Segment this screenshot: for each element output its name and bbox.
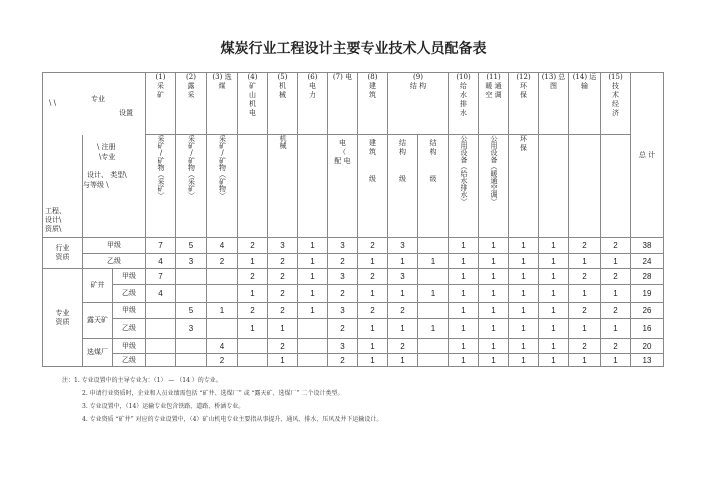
- column-subheader-10: [418, 135, 449, 238]
- value-cell: 1: [479, 303, 509, 319]
- value-cell: 1: [601, 285, 631, 303]
- value-cell: 1: [238, 254, 268, 269]
- value-cell: 1: [449, 339, 479, 354]
- column-header-8: (8) 建 筑: [358, 73, 388, 135]
- column-header-15: (15) 技 术 经 济: [601, 73, 631, 135]
- value-cell: 2: [268, 254, 298, 269]
- value-cell: 1: [509, 319, 539, 339]
- value-cell: 1: [569, 354, 601, 367]
- value-cell: 1: [479, 254, 509, 269]
- total-header: 总 计: [631, 73, 664, 238]
- value-cell: 4: [207, 339, 238, 354]
- value-cell: 1: [268, 354, 298, 367]
- staffing-table: [42, 72, 664, 367]
- table-row: [43, 319, 664, 339]
- value-cell: 1: [388, 254, 418, 269]
- value-cell: [418, 238, 449, 254]
- value-cell: [207, 269, 238, 285]
- column-header-12: (12) 环 保: [509, 73, 539, 135]
- value-cell: 1: [358, 339, 388, 354]
- value-cell: 1: [601, 254, 631, 269]
- column-subheader-text: 公用设备（给水排水）: [460, 135, 468, 205]
- value-cell: 2: [569, 339, 601, 354]
- value-cell: 2: [268, 269, 298, 285]
- value-cell: 1: [509, 238, 539, 254]
- column-subheader-7: [328, 135, 358, 238]
- page-title: 煤炭行业工程设计主要专业技术人员配备表: [220, 41, 487, 57]
- note-3: 3. 专业设置中，（14）运输专业包含铁路、道路、桥涵专业。: [82, 403, 245, 410]
- value-cell: 1: [509, 254, 539, 269]
- column-subheader-9: [388, 135, 418, 238]
- value-cell: 3: [268, 238, 298, 254]
- column-header-11: (11) 暖 通 空 调: [479, 73, 509, 135]
- value-cell: 3: [328, 238, 358, 254]
- value-cell: 2: [388, 303, 418, 319]
- value-cell: 1: [539, 339, 569, 354]
- value-cell: [146, 339, 176, 354]
- value-cell: 7: [146, 238, 176, 254]
- column-subheader-8: [358, 135, 388, 238]
- value-cell: 3: [176, 254, 207, 269]
- column-subheader-text: 结 构 级: [399, 139, 406, 183]
- value-cell: 2: [238, 303, 268, 319]
- subgroup-label: 选煤厂: [83, 339, 113, 367]
- value-cell: 2: [268, 339, 298, 354]
- total-cell: 16: [631, 319, 664, 339]
- value-cell: 1: [539, 354, 569, 367]
- value-cell: 2: [328, 319, 358, 339]
- value-cell: 4: [146, 285, 176, 303]
- grade-label: 甲级: [83, 238, 146, 254]
- value-cell: 2: [268, 303, 298, 319]
- corner-grade: 与等级 \: [83, 181, 109, 189]
- value-cell: 2: [207, 354, 238, 367]
- column-subheader-12: [479, 135, 509, 238]
- total-cell: 24: [631, 254, 664, 269]
- value-cell: 3: [388, 238, 418, 254]
- value-cell: 1: [207, 303, 238, 319]
- value-cell: 1: [449, 269, 479, 285]
- value-cell: 1: [569, 254, 601, 269]
- value-cell: 2: [388, 339, 418, 354]
- column-header-7: (7) 电: [328, 73, 358, 135]
- column-subheader-16: [601, 135, 631, 238]
- subgroup-label: 露天矿: [83, 303, 113, 339]
- value-cell: 3: [328, 303, 358, 319]
- value-cell: 1: [268, 319, 298, 339]
- grade-label: 乙级: [113, 354, 146, 367]
- value-cell: [176, 285, 207, 303]
- value-cell: [298, 354, 328, 367]
- column-subheader-3: [207, 135, 238, 238]
- group-industry: 行业 资质: [43, 238, 83, 269]
- value-cell: 1: [509, 354, 539, 367]
- value-cell: 3: [328, 269, 358, 285]
- column-subheader-text: 采矿/矿物（采矿）: [157, 135, 165, 199]
- column-header-10: (10) 给 水 排 水: [449, 73, 479, 135]
- value-cell: 4: [207, 238, 238, 254]
- value-cell: 1: [388, 285, 418, 303]
- value-cell: 1: [298, 285, 328, 303]
- value-cell: 1: [601, 319, 631, 339]
- value-cell: 2: [328, 285, 358, 303]
- column-header-3: (3) 选 煤: [207, 73, 238, 135]
- value-cell: 1: [418, 319, 449, 339]
- value-cell: [298, 339, 328, 354]
- column-subheader-text: 公用设备（暖通空调）: [490, 135, 498, 205]
- table-row: [43, 354, 664, 367]
- grade-label: 甲级: [113, 339, 146, 354]
- value-cell: 1: [358, 285, 388, 303]
- column-subheader-2: [176, 135, 207, 238]
- column-subheader-1: [146, 135, 176, 238]
- corner-design-type: 设计、 类型\: [87, 171, 127, 179]
- column-subheader-5: [268, 135, 298, 238]
- table-row: [43, 339, 664, 354]
- corner-slash: \ \: [49, 99, 56, 107]
- value-cell: [176, 354, 207, 367]
- column-subheader-11: [449, 135, 479, 238]
- value-cell: 1: [358, 354, 388, 367]
- value-cell: 1: [509, 285, 539, 303]
- column-subheader-text: 电 （ 配 电: [334, 139, 351, 165]
- column-subheader-14: [539, 135, 569, 238]
- value-cell: 1: [509, 339, 539, 354]
- value-cell: 1: [388, 354, 418, 367]
- column-header-2: (2) 露 采: [176, 73, 207, 135]
- value-cell: 1: [388, 319, 418, 339]
- value-cell: [298, 319, 328, 339]
- table-row: [43, 269, 664, 285]
- value-cell: 2: [569, 238, 601, 254]
- value-cell: 2: [268, 285, 298, 303]
- value-cell: 1: [298, 254, 328, 269]
- value-cell: 1: [479, 339, 509, 354]
- corner-register: \ 注册: [97, 143, 116, 151]
- value-cell: 2: [328, 254, 358, 269]
- column-header-5: (5) 机 械: [268, 73, 298, 135]
- column-subheader-text: 机械: [279, 135, 287, 149]
- table-row: [43, 303, 664, 319]
- value-cell: 3: [328, 339, 358, 354]
- value-cell: 1: [298, 269, 328, 285]
- column-subheader-15: [569, 135, 601, 238]
- value-cell: 7: [146, 269, 176, 285]
- column-header-14: (14) 运 输: [569, 73, 601, 135]
- total-cell: 26: [631, 303, 664, 319]
- corner-register-specialty: \专业: [99, 153, 116, 161]
- value-cell: 1: [601, 354, 631, 367]
- value-cell: [207, 319, 238, 339]
- value-cell: 1: [358, 254, 388, 269]
- value-cell: 2: [358, 238, 388, 254]
- column-header-1: (1) 采 矿: [146, 73, 176, 135]
- total-cell: 38: [631, 238, 664, 254]
- group-specialty: 专业 资质: [43, 269, 83, 367]
- column-subheader-text: 结 构 级: [429, 139, 437, 183]
- column-header-9: (9) 结 构: [388, 73, 449, 135]
- value-cell: 2: [328, 354, 358, 367]
- value-cell: 2: [601, 303, 631, 319]
- value-cell: [146, 319, 176, 339]
- corner-qualification: 工程、 设计\ 资质\: [45, 207, 66, 233]
- value-cell: [238, 339, 268, 354]
- column-subheader-text: 采矿/矿物（采矿）: [187, 135, 196, 199]
- corner-header: [43, 73, 146, 238]
- value-cell: 1: [539, 285, 569, 303]
- column-subheader-text: 建 筑 级: [369, 139, 376, 183]
- value-cell: 1: [449, 254, 479, 269]
- grade-label: 乙级: [113, 319, 146, 339]
- grade-label: 乙级: [113, 285, 146, 303]
- value-cell: 1: [449, 303, 479, 319]
- value-cell: 2: [358, 303, 388, 319]
- value-cell: [418, 269, 449, 285]
- value-cell: [146, 303, 176, 319]
- column-subheader-6: [298, 135, 328, 238]
- value-cell: 1: [449, 319, 479, 339]
- table-row: [43, 238, 664, 254]
- value-cell: 4: [146, 254, 176, 269]
- column-header-4: (4) 矿 山 机 电: [238, 73, 268, 135]
- table-row: [43, 254, 664, 269]
- note-2: 2. 申请行业资质时，企业和人员业绩需包括 “矿井、选煤厂” 或 “露天矿、选煤厂” 二个设计类型。: [82, 390, 344, 397]
- value-cell: 5: [176, 238, 207, 254]
- value-cell: 2: [358, 269, 388, 285]
- note-4: 4. 专业资质 “矿井” 对应的专业设置中，（4）矿山机电专业主要指从事提升、通风、排水、压风及井下运输设计。: [82, 416, 383, 423]
- column-subheader-text: 环 保: [520, 135, 527, 152]
- value-cell: 1: [539, 269, 569, 285]
- value-cell: 1: [479, 269, 509, 285]
- value-cell: 2: [238, 269, 268, 285]
- value-cell: 1: [509, 303, 539, 319]
- value-cell: 1: [569, 319, 601, 339]
- value-cell: 1: [479, 285, 509, 303]
- value-cell: 1: [449, 285, 479, 303]
- grade-label: 甲级: [113, 303, 146, 319]
- value-cell: 1: [238, 319, 268, 339]
- column-header-13: (13) 总 图: [539, 73, 569, 135]
- value-cell: [418, 339, 449, 354]
- value-cell: [146, 354, 176, 367]
- value-cell: 5: [176, 303, 207, 319]
- total-cell: 19: [631, 285, 664, 303]
- value-cell: 1: [358, 319, 388, 339]
- value-cell: 2: [601, 238, 631, 254]
- column-subheader-4: [238, 135, 268, 238]
- column-header-6: (6) 电 力: [298, 73, 328, 135]
- grade-label: 甲级: [113, 269, 146, 285]
- total-cell: 20: [631, 339, 664, 354]
- value-cell: 1: [479, 354, 509, 367]
- value-cell: 1: [539, 238, 569, 254]
- value-cell: 1: [509, 269, 539, 285]
- value-cell: [418, 303, 449, 319]
- value-cell: 3: [176, 319, 207, 339]
- value-cell: 1: [479, 238, 509, 254]
- value-cell: 2: [569, 303, 601, 319]
- value-cell: 1: [238, 285, 268, 303]
- value-cell: [176, 269, 207, 285]
- value-cell: 2: [569, 269, 601, 285]
- value-cell: 1: [298, 303, 328, 319]
- grade-label: 乙级: [83, 254, 146, 269]
- corner-setting: 设置: [119, 109, 133, 117]
- value-cell: 1: [449, 238, 479, 254]
- value-cell: 1: [479, 319, 509, 339]
- note-1: 注：1. 专业设置中的主导专业为：（1） — （14 ）的专业。: [62, 377, 222, 384]
- value-cell: 1: [539, 319, 569, 339]
- total-cell: 13: [631, 354, 664, 367]
- value-cell: 1: [418, 254, 449, 269]
- value-cell: [176, 339, 207, 354]
- value-cell: 1: [539, 254, 569, 269]
- value-cell: 1: [569, 285, 601, 303]
- subgroup-label: 矿井: [83, 269, 113, 303]
- value-cell: 1: [298, 238, 328, 254]
- footnotes: [62, 374, 382, 426]
- table-row: [43, 285, 664, 303]
- value-cell: 1: [539, 303, 569, 319]
- value-cell: 2: [601, 339, 631, 354]
- total-cell: 28: [631, 269, 664, 285]
- value-cell: 1: [418, 285, 449, 303]
- value-cell: [238, 354, 268, 367]
- value-cell: 2: [601, 269, 631, 285]
- value-cell: 3: [388, 269, 418, 285]
- column-subheader-13: [509, 135, 539, 238]
- value-cell: 2: [238, 238, 268, 254]
- value-cell: [418, 354, 449, 367]
- corner-specialty: 专业: [91, 95, 105, 103]
- value-cell: 1: [449, 354, 479, 367]
- value-cell: 2: [207, 254, 238, 269]
- value-cell: [207, 285, 238, 303]
- column-subheader-text: 采矿/矿物（矿物）: [218, 135, 227, 199]
